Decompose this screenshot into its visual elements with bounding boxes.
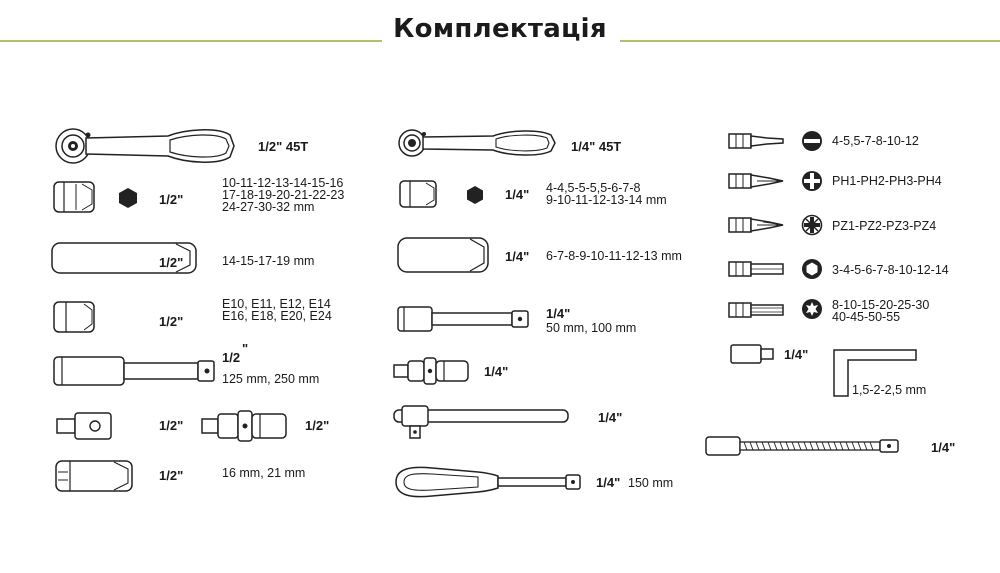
hexagon-icon xyxy=(465,185,485,205)
torx-socket-half-inch-icon xyxy=(52,300,102,334)
torx-head-icon xyxy=(801,298,823,320)
spark-plug-socket-half-inch-icon xyxy=(54,458,136,494)
socket-quarter-inch-sizes-1: 4-4,5-5-5,5-6-7-8 xyxy=(546,181,641,195)
pozidriv-head-icon xyxy=(801,214,823,236)
hex-head-icon xyxy=(801,258,823,280)
pozidriv-bit-sizes: PZ1-PZ2-PZ3-PZ4 xyxy=(832,219,937,233)
ratchet-quarter-inch-icon xyxy=(393,125,563,161)
slotted-head-icon xyxy=(801,130,823,152)
deep-socket-half-inch-label: 1/2" xyxy=(159,255,184,270)
universal-joint-quarter-inch-label: 1/4" xyxy=(484,364,509,379)
socket-half-inch-sizes-1: 10-11-12-13-14-15-16 xyxy=(222,176,344,190)
screwdriver-quarter-inch-length: 150 mm xyxy=(628,476,674,490)
extension-quarter-inch-label: 1/4" xyxy=(546,306,571,321)
torx-bit-sizes-1: 8-10-15-20-25-30 xyxy=(832,298,930,312)
phillips-head-icon xyxy=(801,170,823,192)
hex-bit-sizes: 3-4-5-6-7-8-10-12-14 xyxy=(832,263,949,277)
page-title: Комплектація xyxy=(393,14,607,44)
extension-half-inch-lengths: 125 mm, 250 mm xyxy=(222,372,320,386)
torx-socket-half-inch-sizes-2: E16, E18, E20, E24 xyxy=(222,309,332,323)
socket-half-inch-sizes-3: 24-27-30-32 mm xyxy=(222,200,315,214)
extension-bar-quarter-inch-icon xyxy=(396,305,536,333)
deep-socket-half-inch-sizes: 14-15-17-19 mm xyxy=(222,254,315,268)
flexible-extension-quarter-inch-label: 1/4" xyxy=(931,440,956,455)
spark-plug-half-inch-sizes: 16 mm, 21 mm xyxy=(222,466,306,480)
extension-quarter-inch-lengths: 50 mm, 100 mm xyxy=(546,321,637,335)
deep-socket-quarter-inch-icon xyxy=(396,236,492,274)
ratchet-half-inch-icon xyxy=(48,121,238,171)
torx-socket-half-inch-sizes-1: E10, E11, E12, E14 xyxy=(222,297,331,311)
pozidriv-bit-icon xyxy=(727,214,787,236)
phillips-bit-sizes: PH1-PH2-PH3-PH4 xyxy=(832,174,942,188)
socket-quarter-inch-icon xyxy=(398,179,442,209)
socket-half-inch-label: 1/2" xyxy=(159,192,184,207)
screwdriver-quarter-inch-label: 1/4" xyxy=(596,475,621,490)
spark-plug-half-inch-label: 1/2" xyxy=(159,468,184,483)
socket-quarter-inch-sizes-2: 9-10-11-12-13-14 mm xyxy=(546,193,667,207)
universal-joint-quarter-inch-icon xyxy=(392,356,474,386)
torx-socket-half-inch-label: 1/2" xyxy=(159,314,184,329)
ratchet-quarter-inch-label: 1/4" 45T xyxy=(571,139,622,154)
bit-adapter-quarter-inch-label: 1/4" xyxy=(784,347,809,362)
socket-half-inch-sizes-2: 17-18-19-20-21-22-23 xyxy=(222,188,345,202)
slotted-bit-sizes: 4-5,5-7-8-10-12 xyxy=(832,134,919,148)
t-handle-quarter-inch-label: 1/4" xyxy=(598,410,623,425)
t-handle-quarter-inch-icon xyxy=(392,404,572,444)
extension-bar-half-inch-icon xyxy=(52,355,217,387)
hex-bit-icon xyxy=(727,259,787,279)
flexible-extension-quarter-inch-icon xyxy=(704,435,904,457)
universal-joint-half-inch-label: 1/2" xyxy=(305,418,330,433)
extension-half-inch-label: 1/2 xyxy=(222,350,241,365)
socket-half-inch-icon xyxy=(52,180,102,214)
adapter-half-inch-icon xyxy=(55,411,117,441)
socket-quarter-inch-label: 1/4" xyxy=(505,187,530,202)
screwdriver-handle-quarter-inch-icon xyxy=(392,462,592,502)
torx-bit-sizes-2: 40-45-50-55 xyxy=(832,310,901,324)
universal-joint-half-inch-icon xyxy=(200,409,292,443)
hex-key-sizes: 1,5-2-2,5 mm xyxy=(852,383,927,397)
slotted-bit-icon xyxy=(727,131,787,151)
torx-bit-icon xyxy=(727,300,787,320)
hexagon-icon xyxy=(117,187,139,209)
ratchet-half-inch-label: 1/2" 45T xyxy=(258,139,309,154)
extension-half-inch-quote: " xyxy=(242,341,249,356)
deep-socket-quarter-inch-label: 1/4" xyxy=(505,249,530,264)
phillips-bit-icon xyxy=(727,170,787,192)
deep-socket-quarter-inch-sizes: 6-7-8-9-10-11-12-13 mm xyxy=(546,249,682,263)
adapter-half-inch-label: 1/2" xyxy=(159,418,184,433)
bit-adapter-quarter-inch-icon xyxy=(729,343,777,365)
